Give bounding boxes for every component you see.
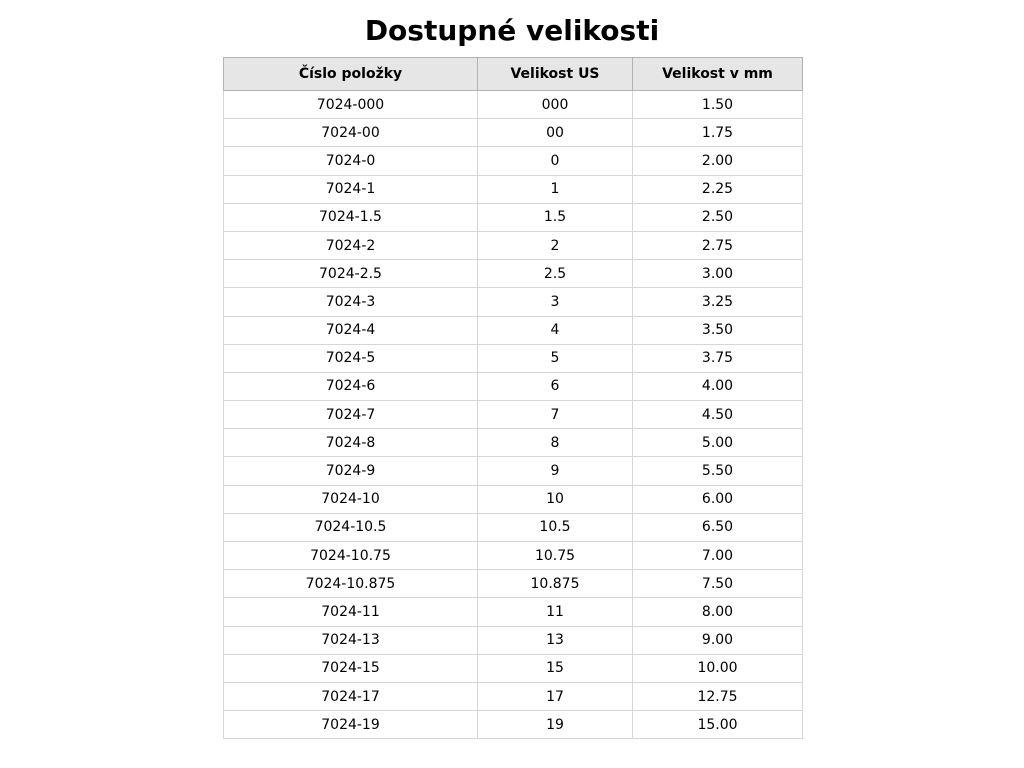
cell-mm-size: 3.00 — [633, 260, 803, 288]
table-row — [224, 626, 803, 654]
cell-us-size: 7 — [478, 401, 633, 429]
cell-item-number: 7024-3 — [224, 288, 478, 316]
cell-mm-size: 8.00 — [633, 598, 803, 626]
cell-item-number: 7024-17 — [224, 682, 478, 710]
cell-item-number: 7024-10.75 — [224, 542, 478, 570]
header-item-number: Číslo položky — [224, 58, 478, 91]
sizes-table — [223, 57, 803, 739]
table-row — [224, 429, 803, 457]
table-row — [224, 203, 803, 231]
cell-mm-size: 7.50 — [633, 570, 803, 598]
cell-us-size: 4 — [478, 316, 633, 344]
cell-mm-size: 4.50 — [633, 401, 803, 429]
cell-mm-size: 2.25 — [633, 175, 803, 203]
cell-mm-size: 2.00 — [633, 147, 803, 175]
cell-us-size: 15 — [478, 654, 633, 682]
cell-us-size: 10.875 — [478, 570, 633, 598]
cell-item-number: 7024-13 — [224, 626, 478, 654]
cell-item-number: 7024-00 — [224, 119, 478, 147]
cell-item-number: 7024-11 — [224, 598, 478, 626]
cell-item-number: 7024-000 — [224, 91, 478, 119]
cell-item-number: 7024-6 — [224, 372, 478, 400]
cell-us-size: 0 — [478, 147, 633, 175]
table-row — [224, 119, 803, 147]
cell-us-size: 8 — [478, 429, 633, 457]
table-row — [224, 654, 803, 682]
cell-mm-size: 1.75 — [633, 119, 803, 147]
cell-mm-size: 12.75 — [633, 682, 803, 710]
cell-mm-size: 2.75 — [633, 231, 803, 259]
header-us-size: Velikost US — [478, 58, 633, 91]
cell-item-number: 7024-1 — [224, 175, 478, 203]
cell-item-number: 7024-15 — [224, 654, 478, 682]
cell-mm-size: 9.00 — [633, 626, 803, 654]
cell-item-number: 7024-5 — [224, 344, 478, 372]
table-row — [224, 711, 803, 739]
cell-us-size: 2 — [478, 231, 633, 259]
cell-us-size: 11 — [478, 598, 633, 626]
cell-mm-size: 6.50 — [633, 513, 803, 541]
cell-item-number: 7024-7 — [224, 401, 478, 429]
cell-item-number: 7024-10 — [224, 485, 478, 513]
cell-item-number: 7024-9 — [224, 457, 478, 485]
cell-item-number: 7024-0 — [224, 147, 478, 175]
table-row — [224, 682, 803, 710]
table-row — [224, 485, 803, 513]
cell-mm-size: 6.00 — [633, 485, 803, 513]
table-row — [224, 401, 803, 429]
cell-us-size: 6 — [478, 372, 633, 400]
cell-item-number: 7024-4 — [224, 316, 478, 344]
cell-us-size: 9 — [478, 457, 633, 485]
table-row — [224, 316, 803, 344]
table-row — [224, 598, 803, 626]
cell-us-size: 10.5 — [478, 513, 633, 541]
table-row — [224, 344, 803, 372]
header-row — [224, 58, 803, 91]
cell-us-size: 17 — [478, 682, 633, 710]
cell-mm-size: 5.00 — [633, 429, 803, 457]
cell-us-size: 5 — [478, 344, 633, 372]
cell-mm-size: 1.50 — [633, 91, 803, 119]
cell-mm-size: 3.50 — [633, 316, 803, 344]
cell-us-size: 3 — [478, 288, 633, 316]
cell-us-size: 13 — [478, 626, 633, 654]
cell-mm-size: 10.00 — [633, 654, 803, 682]
cell-us-size: 000 — [478, 91, 633, 119]
table-row — [224, 372, 803, 400]
table-row — [224, 147, 803, 175]
table-row — [224, 457, 803, 485]
cell-us-size: 19 — [478, 711, 633, 739]
table-row — [224, 260, 803, 288]
cell-mm-size: 5.50 — [633, 457, 803, 485]
cell-item-number: 7024-10.5 — [224, 513, 478, 541]
cell-item-number: 7024-2.5 — [224, 260, 478, 288]
cell-us-size: 00 — [478, 119, 633, 147]
table-row — [224, 288, 803, 316]
table-body — [224, 91, 803, 739]
cell-us-size: 1 — [478, 175, 633, 203]
cell-us-size: 2.5 — [478, 260, 633, 288]
cell-item-number: 7024-10.875 — [224, 570, 478, 598]
cell-item-number: 7024-2 — [224, 231, 478, 259]
cell-mm-size: 3.75 — [633, 344, 803, 372]
table-row — [224, 231, 803, 259]
cell-item-number: 7024-19 — [224, 711, 478, 739]
table-row — [224, 91, 803, 119]
table-row — [224, 542, 803, 570]
table-row — [224, 175, 803, 203]
cell-us-size: 10 — [478, 485, 633, 513]
table-title: Dostupné velikosti — [364, 14, 660, 47]
cell-us-size: 10.75 — [478, 542, 633, 570]
table-row — [224, 570, 803, 598]
cell-us-size: 1.5 — [478, 203, 633, 231]
table-row — [224, 513, 803, 541]
cell-mm-size: 2.50 — [633, 203, 803, 231]
cell-mm-size: 7.00 — [633, 542, 803, 570]
cell-mm-size: 3.25 — [633, 288, 803, 316]
header-mm-size: Velikost v mm — [633, 58, 803, 91]
cell-item-number: 7024-1.5 — [224, 203, 478, 231]
cell-item-number: 7024-8 — [224, 429, 478, 457]
cell-mm-size: 15.00 — [633, 711, 803, 739]
cell-mm-size: 4.00 — [633, 372, 803, 400]
